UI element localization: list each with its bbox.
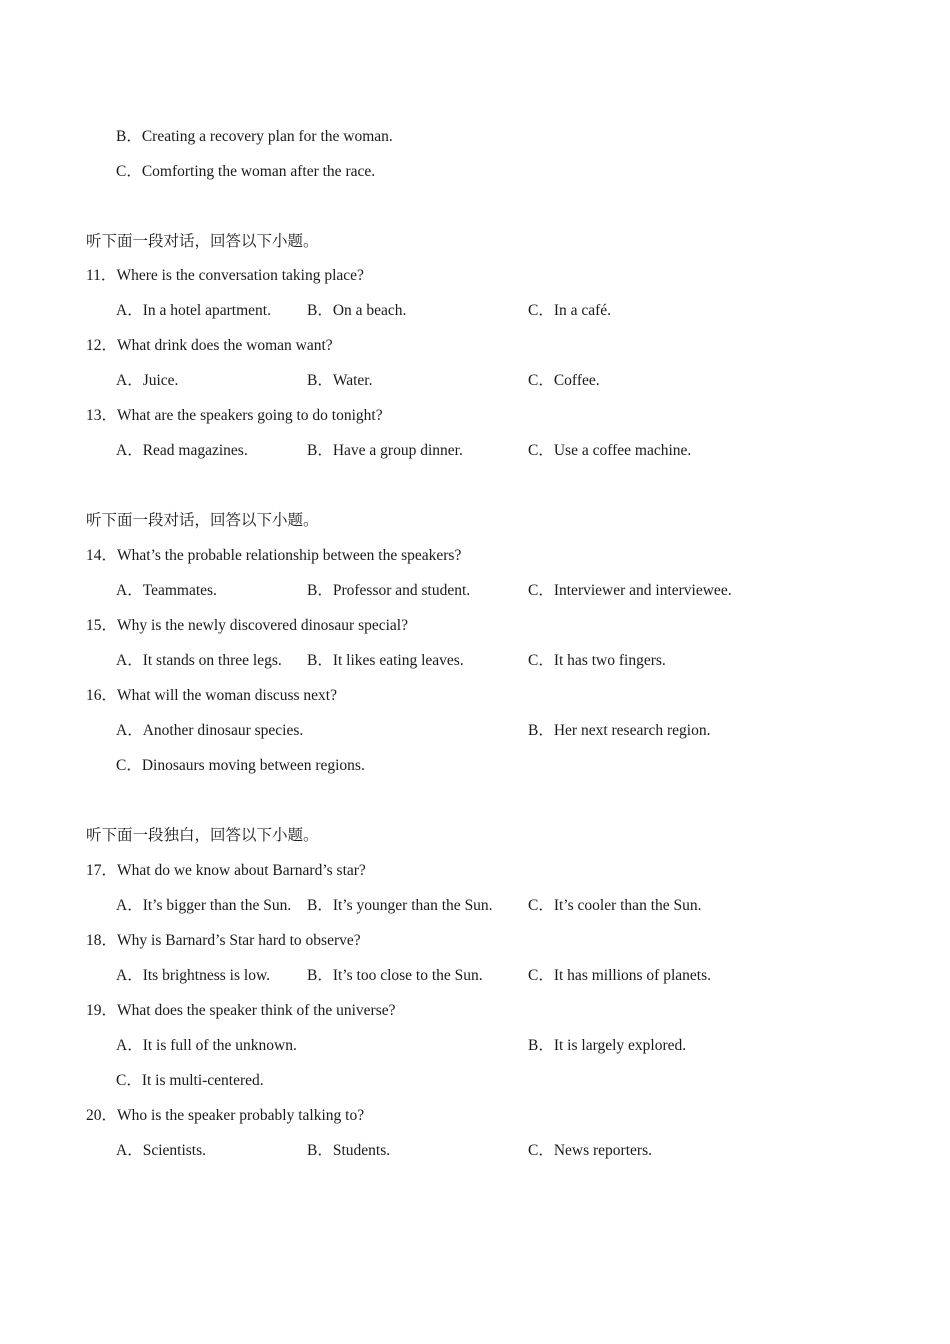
q14-option-a: A．Teammates.	[116, 582, 217, 599]
question-20: 20．Who is the speaker probably talking to?	[86, 1107, 365, 1124]
q19-option-c: C．It is multi-centered.	[116, 1072, 264, 1089]
option-b: B．Creating a recovery plan for the woman.	[116, 128, 393, 145]
q13-option-c: C．Use a coffee machine.	[528, 442, 692, 459]
question-14: 14．What’s the probable relationship between the speakers?	[86, 547, 462, 564]
q11-option-c: C．In a café.	[528, 302, 612, 319]
q16-option-b: B．Her next research region.	[528, 722, 711, 739]
question-19: 19．What does the speaker think of the universe?	[86, 1002, 396, 1019]
q17-option-b: B．It’s younger than the Sun.	[307, 897, 493, 914]
question-12: 12．What drink does the woman want?	[86, 337, 333, 354]
q20-option-c: C．News reporters.	[528, 1142, 652, 1159]
q11-option-a: A．In a hotel apartment.	[116, 302, 271, 319]
q13-option-a: A．Read magazines.	[116, 442, 248, 459]
question-13: 13．What are the speakers going to do tonight?	[86, 407, 383, 424]
question-17: 17．What do we know about Barnard’s star?	[86, 862, 366, 879]
q18-option-a: A．Its brightness is low.	[116, 967, 271, 984]
q19-option-a: A．It is full of the unknown.	[116, 1037, 297, 1054]
q18-option-b: B．It’s too close to the Sun.	[307, 967, 483, 984]
q16-option-a: A．Another dinosaur species.	[116, 722, 304, 739]
q12-option-c: C．Coffee.	[528, 372, 600, 389]
q17-option-a: A．It’s bigger than the Sun.	[116, 897, 292, 914]
q14-option-b: B．Professor and student.	[307, 582, 471, 599]
q20-option-a: A．Scientists.	[116, 1142, 206, 1159]
question-11: 11．Where is the conversation taking place?	[86, 267, 364, 284]
question-16: 16．What will the woman discuss next?	[86, 687, 337, 704]
q17-option-c: C．It’s cooler than the Sun.	[528, 897, 702, 914]
q11-option-b: B．On a beach.	[307, 302, 407, 319]
q18-option-c: C．It has millions of planets.	[528, 967, 711, 984]
q15-option-a: A．It stands on three legs.	[116, 652, 282, 669]
q20-option-b: B．Students.	[307, 1142, 391, 1159]
option-c: C．Comforting the woman after the race.	[116, 163, 376, 180]
q15-option-c: C．It has two fingers.	[528, 652, 666, 669]
q12-option-b: B．Water.	[307, 372, 373, 389]
q15-option-b: B．It likes eating leaves.	[307, 652, 464, 669]
section-heading: 听下面一段对话，回答以下小题。	[86, 512, 319, 529]
q14-option-c: C．Interviewer and interviewee.	[528, 582, 732, 599]
q16-option-c: C．Dinosaurs moving between regions.	[116, 757, 365, 774]
q19-option-b: B．It is largely explored.	[528, 1037, 687, 1054]
section-heading: 听下面一段对话，回答以下小题。	[86, 233, 319, 250]
question-18: 18．Why is Barnard’s Star hard to observe?	[86, 932, 361, 949]
question-15: 15．Why is the newly discovered dinosaur special?	[86, 617, 408, 634]
q12-option-a: A．Juice.	[116, 372, 179, 389]
section-heading: 听下面一段独白，回答以下小题。	[86, 827, 319, 844]
q13-option-b: B．Have a group dinner.	[307, 442, 463, 459]
